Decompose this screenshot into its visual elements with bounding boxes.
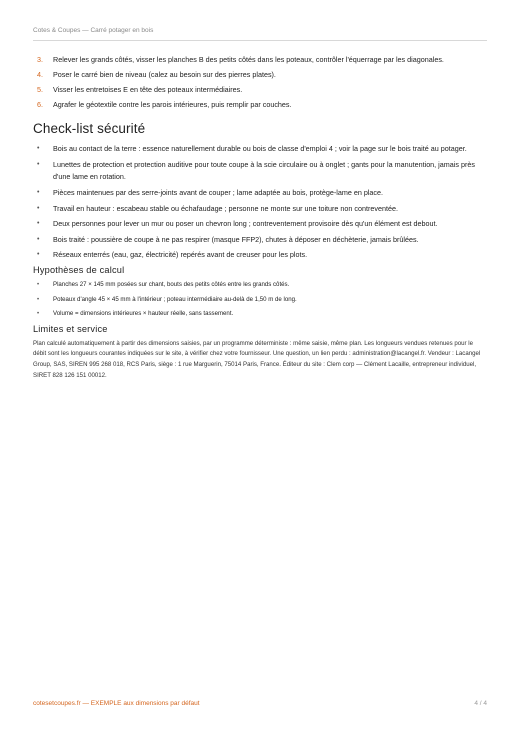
safety-checklist-heading: Check-list sécurité	[33, 121, 146, 137]
bullet-icon: •	[37, 189, 40, 196]
page-number: 4 / 4	[474, 700, 487, 707]
list-item	[33, 203, 487, 215]
step-text: Agrafer le géotextile contre les parois intérieures, puis remplir par couches.	[53, 100, 292, 109]
list-item-text: Travail en hauteur : escabeau stable ou échafaudage ; personne ne monte sur une toiture non contreventée.	[53, 203, 398, 213]
list-item	[33, 309, 487, 319]
hypotheses-list	[33, 280, 487, 319]
list-item-text: Planches 27 × 145 mm posées sur chant, bouts des petits côtés entre les grands côtés.	[53, 280, 290, 288]
step-number: 6.	[37, 100, 43, 109]
list-item-text: Deux personnes pour lever un mur ou poser un chevron long ; contreventement provisoire dès qu'un élément est debout.	[53, 219, 438, 229]
list-item-text: Réseaux enterrés (eau, gaz, électricité) repérés avant de creuser pour les plots.	[53, 250, 308, 260]
bullet-icon: •	[37, 220, 40, 228]
list-item	[33, 234, 487, 246]
step-text: Poser le carré bien de niveau (calez au besoin sur des pierres plates).	[53, 70, 276, 79]
list-item	[33, 159, 487, 184]
step-item	[33, 99, 487, 111]
bullet-icon: •	[37, 235, 40, 243]
bullet-icon: •	[37, 251, 40, 259]
bullet-icon: •	[37, 145, 40, 153]
list-item	[33, 218, 487, 230]
list-item	[33, 280, 487, 290]
list-item	[33, 249, 487, 261]
page-content	[33, 54, 487, 381]
header-divider	[33, 40, 487, 41]
bullet-icon: •	[37, 281, 40, 288]
list-item-text: Pièces maintenues par des serre-joints avant de couper ; lame adaptée au bois, protège-lame en place.	[53, 188, 384, 197]
step-number: 5.	[37, 85, 43, 94]
list-item-text: Bois traité : poussière de coupe à ne pas respirer (masque FFP2), chutes à déposer en déchèterie, jamais brûlées.	[53, 234, 419, 244]
list-item	[33, 143, 487, 155]
safety-checklist	[33, 143, 487, 261]
footer-site-link[interactable]: cotesetcoupes.fr — EXEMPLE aux dimensions par défaut	[33, 700, 200, 707]
step-number: 4.	[37, 70, 43, 79]
list-item-text: Lunettes de protection et protection auditive pour toute coupe à la scie circulaire ou à onglet ; gants pour la manutention, jamais près d'une lame en rotation.	[53, 160, 475, 182]
step-item	[33, 54, 487, 66]
step-text: Relever les grands côtés, visser les planches B des petits côtés dans les poteaux, contrôler l'équerrage par les diagonales.	[53, 55, 444, 64]
limits-paragraph: Plan calculé automatiquement à partir des dimensions saisies, par un programme déterministe : même saisie, même plan. Les longueurs vendues retenues pour le débit sont les longueurs courantes indiquées sur le site, à vérifier chez votre fournisseur. Une question, un lien perdu : administration@lacangel.fr. Vendeur : Lacangel Group, SAS, SIREN 995 268 018, RCS Paris, siège : 1 rue Marguerin, 75014 Paris, France. Éditeur du site : Clem corp — Clément Lacaille, entrepreneur individuel, SIRET 828 126 151 00012.	[33, 339, 481, 379]
step-item	[33, 69, 487, 81]
limits-heading: Limites et service	[33, 323, 108, 334]
step-text: Visser les entretoises E en tête des poteaux intermédiaires.	[53, 85, 243, 94]
bullet-icon: •	[37, 311, 40, 318]
bullet-icon: •	[37, 204, 40, 212]
list-item-text: Volume = dimensions intérieures × hauteur réelle, sans tassement.	[53, 310, 234, 318]
hypotheses-heading: Hypothèses de calcul	[33, 264, 125, 275]
bullet-icon: •	[37, 161, 40, 168]
step-number: 3.	[37, 55, 43, 64]
assembly-steps-list	[33, 54, 487, 111]
running-header: Cotes & Coupes — Carré potager en bois	[33, 27, 154, 34]
bullet-icon: •	[37, 296, 40, 303]
list-item	[33, 295, 487, 305]
step-item	[33, 84, 487, 96]
list-item-text: Bois au contact de la terre : essence naturellement durable ou bois de classe d'emploi 4 ; voir la page sur le bois traité au potager.	[53, 144, 467, 154]
list-item-text: Poteaux d'angle 45 × 45 mm à l'intérieur ; poteau intermédiaire au-delà de 1,50 m de long.	[53, 295, 297, 303]
list-item	[33, 187, 487, 199]
